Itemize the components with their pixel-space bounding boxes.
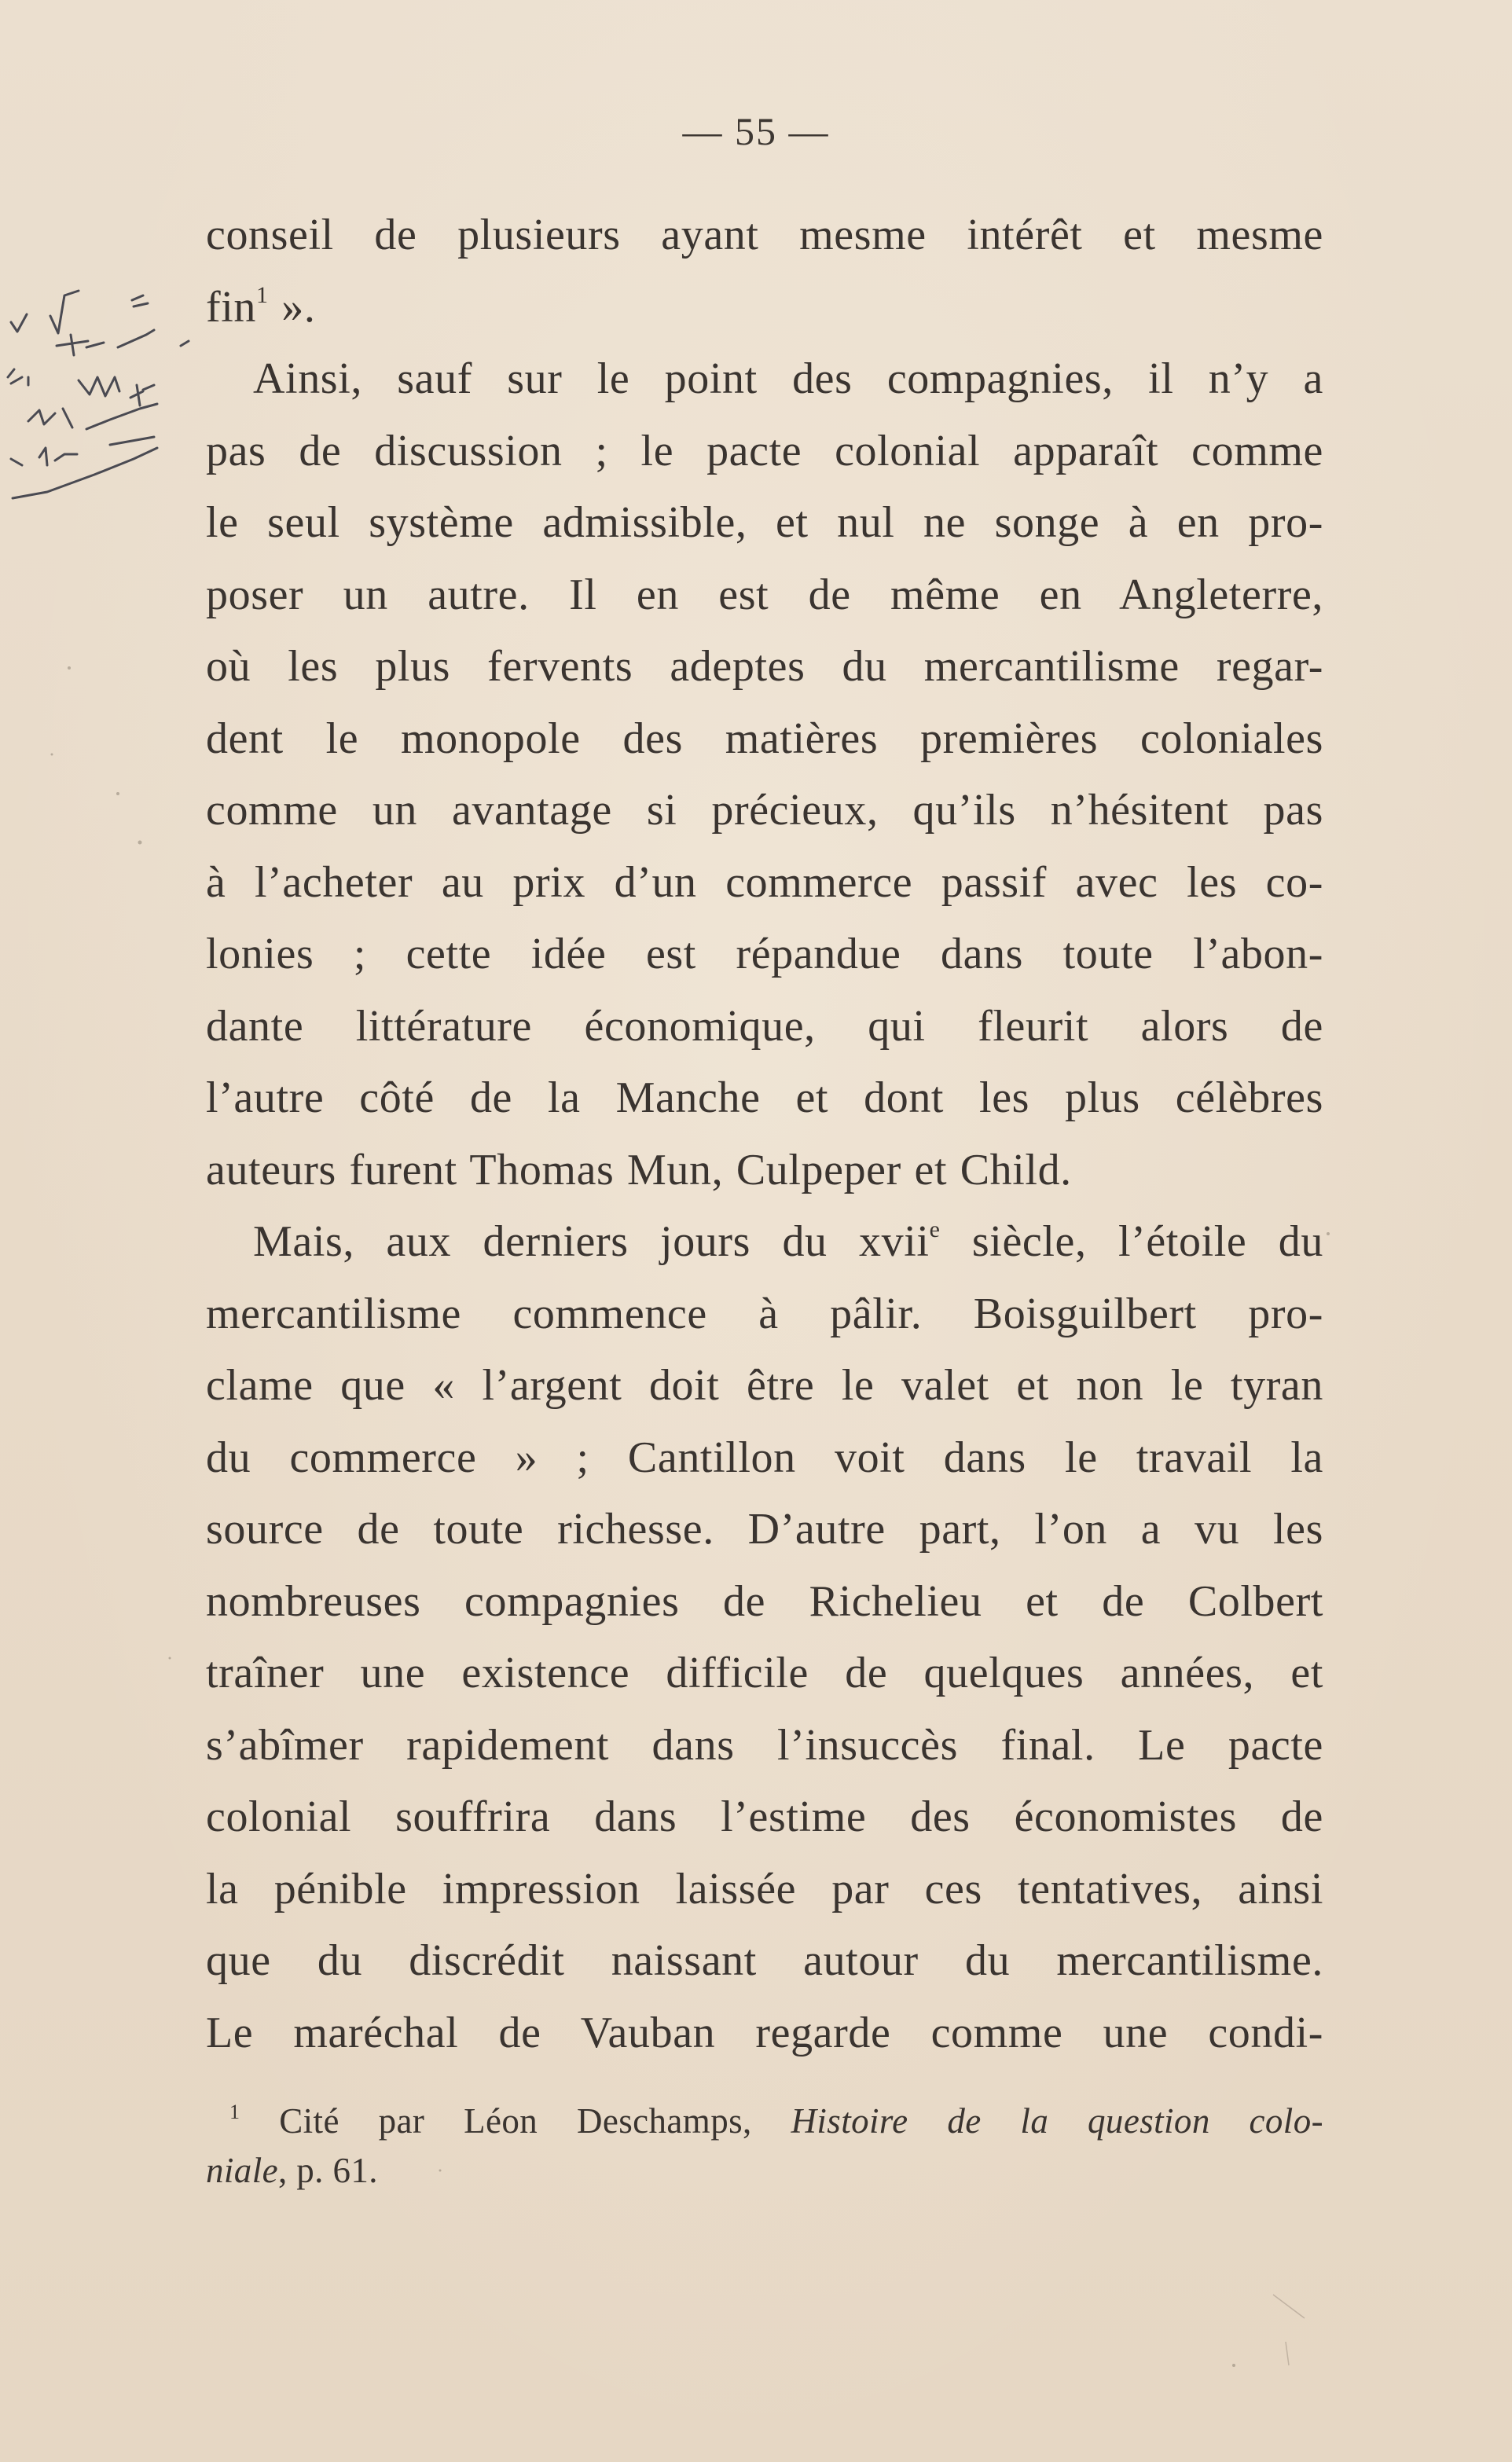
text-line-4: pas de discussion ; le pacte colonial apparaît comme bbox=[206, 426, 1323, 475]
text-line-22: s’abîmer rapidement dans l’insuccès final. Le pacte bbox=[206, 1720, 1323, 1770]
pencil-cross-mark bbox=[57, 335, 104, 355]
text-line-14: auteurs furent Thomas Mun, Culpeper et Child. bbox=[206, 1145, 1072, 1194]
text-line-18: du commerce » ; Cantillon voit dans le travail la bbox=[206, 1433, 1323, 1482]
text-line-24: la pénible impression laissée par ces tentatives, ainsi bbox=[206, 1864, 1323, 1913]
footnote-line-1: $^1$ Cité par Léon Deschamps, Histoire de la question colo- bbox=[229, 2101, 1323, 2141]
text-line-21: traîner une existence difficile de quelques années, et bbox=[206, 1649, 1323, 1697]
text-line-9: comme un avantage si précieux, qu’ils n’hésitent pas bbox=[206, 786, 1323, 835]
pencil-scribble-2 bbox=[79, 377, 119, 396]
pencil-loop bbox=[28, 409, 72, 427]
footnote-marker: 1 bbox=[229, 2101, 240, 2123]
text-line-1: conseil de plusieurs ayant mesme intérêt et mesme bbox=[206, 211, 1323, 259]
text-line-23: colonial souffrira dans l’estime des économistes de bbox=[206, 1792, 1323, 1841]
marginal-handwriting bbox=[0, 259, 196, 519]
pencil-long-stroke bbox=[13, 448, 157, 498]
text-line-7: où les plus fervents adeptes du mercantilisme regar- bbox=[206, 642, 1323, 691]
text-line-5: le seul système admissible, et nul ne songe à en pro- bbox=[206, 498, 1323, 547]
text-line-3: Ainsi, sauf sur le point des compagnies, il n’y a bbox=[253, 354, 1323, 403]
footnote-title: Histoire de la question colo- bbox=[791, 2101, 1323, 2141]
text-line-19: source de toute richesse. D’autre part, l’on a vu les bbox=[206, 1505, 1323, 1554]
pencil-tick-mark bbox=[11, 314, 27, 332]
pencil-plus-mark bbox=[130, 385, 154, 405]
text-line-8: dent le monopole des matières premières coloniales bbox=[206, 714, 1323, 763]
text-line-16: mercantilisme commence à pâlir. Boisguilbert pro- bbox=[206, 1289, 1323, 1338]
text-line-10: à l’acheter au prix d’un commerce passif avec les co- bbox=[206, 857, 1323, 907]
century-suffix: e bbox=[929, 1216, 941, 1243]
text-line-2: fin$^1$ ». bbox=[206, 281, 316, 332]
text-line-13: l’autre côté de la Manche et dont les plus célèbres bbox=[206, 1073, 1323, 1122]
text-line-6: poser un autre. Il en est de même en Angleterre, bbox=[206, 570, 1323, 619]
body-text bbox=[206, 200, 1323, 2069]
page-number: — 55 — bbox=[682, 109, 830, 153]
footnote-line-2: niale, p. 61. bbox=[206, 2151, 378, 2190]
text-line-12: dante littérature économique, qui fleurit alors de bbox=[206, 1001, 1323, 1051]
pencil-dash-mark bbox=[132, 295, 148, 306]
paper-crease-mark bbox=[1273, 2295, 1305, 2365]
pencil-scribble-1 bbox=[8, 369, 28, 385]
text-line-15: Mais, aux derniers jours du xvii$^e$ siècle, l’étoile du bbox=[253, 1216, 1323, 1266]
pencil-flourish bbox=[118, 330, 189, 347]
text-line-17: clame que « l’argent doit être le valet et non le tyran bbox=[206, 1361, 1323, 1410]
pencil-underline bbox=[86, 404, 157, 429]
footnotes bbox=[206, 2097, 1323, 2196]
text-line-25: que du discrédit naissant autour du mercantilisme. bbox=[206, 1936, 1323, 1985]
text-line-11: lonies ; cette idée est répandue dans toute l’abon- bbox=[206, 930, 1323, 978]
pencil-bracket bbox=[110, 437, 154, 445]
text-line-26: Le maréchal de Vauban regarde comme une condi- bbox=[206, 2008, 1323, 2057]
pencil-hook bbox=[11, 448, 77, 465]
pencil-check-mark bbox=[50, 291, 79, 333]
footnote-ref: 1 bbox=[256, 281, 269, 308]
text-line-20: nombreuses compagnies de Richelieu et de Colbert bbox=[206, 1576, 1323, 1626]
footnote-title-end: niale bbox=[206, 2151, 278, 2190]
